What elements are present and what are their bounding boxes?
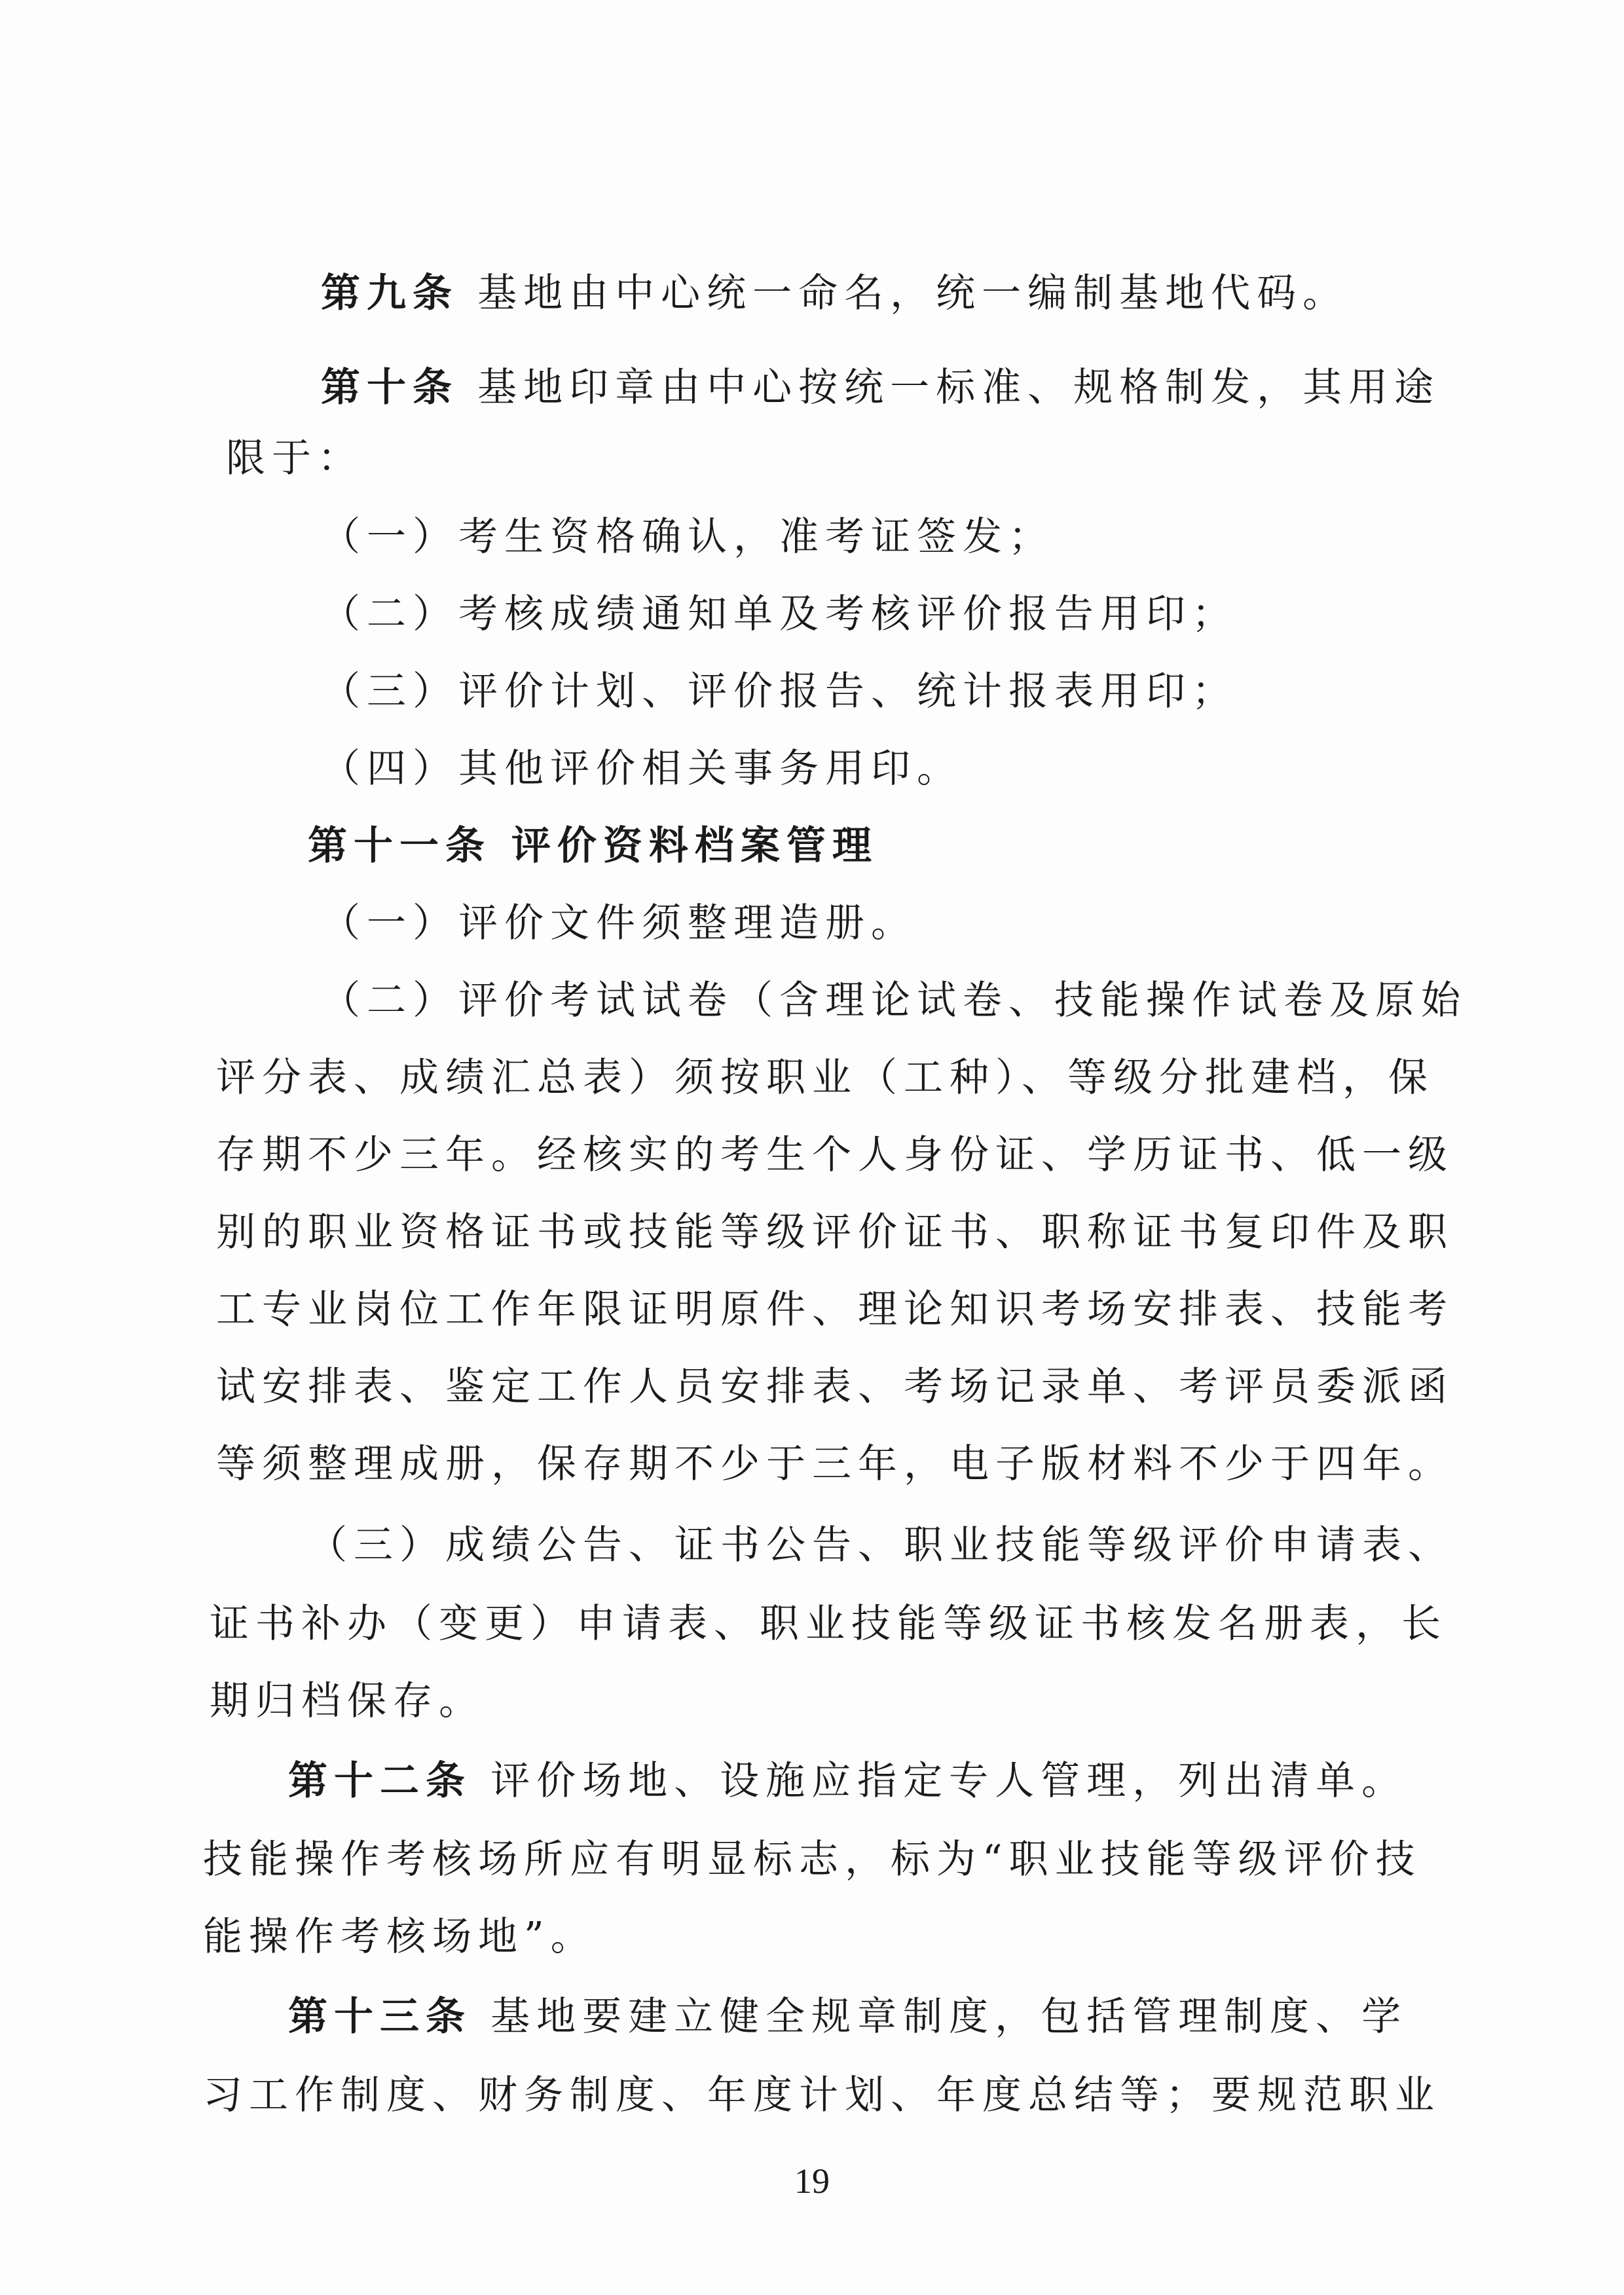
article-9-text: 基地由中心统一命名，统一编制基地代码。 (477, 270, 1349, 316)
article-11-para-2-line-3: 存期不少三年。经核实的考生个人身份证、学历证书、低一级 (216, 1132, 1454, 1178)
article-11-heading: 第十一条 评价资料档案管理 (308, 823, 878, 869)
article-12-line-3: 能操作考核场地”。 (203, 1914, 597, 1960)
article-10-heading: 第十条 (321, 365, 458, 411)
article-12-line-1 (288, 1755, 1407, 1807)
article-10-item-4: （四）其他评价相关事务用印。 (321, 746, 963, 792)
article-12-text-line1: 评价场地、设施应指定专人管理，列出清单。 (490, 1758, 1408, 1804)
article-11-para-2-line-1: （二）评价考试试卷（含理论试卷、技能操作试卷及原始 (321, 978, 1467, 1023)
article-10-item-1: （一）考生资格确认，准考证签发； (321, 514, 1054, 560)
article-12-line-2: 技能操作考核场所应有明显标志，标为“职业技能等级评价技 (203, 1837, 1422, 1882)
article-10-text-line1: 基地印章由中心按统一标准、规格制发，其用途 (477, 365, 1441, 411)
article-11-para-2-line-4: 别的职业资格证书或技能等级评价证书、职称证书复印件及职 (216, 1209, 1454, 1255)
article-10-item-2: （二）考核成绩通知单及考核评价报告用印； (321, 591, 1238, 637)
article-13-heading: 第十三条 (288, 1994, 471, 2040)
article-10-item-3: （三）评价计划、评价报告、统计报表用印； (321, 669, 1238, 714)
article-11-para-2-line-5: 工专业岗位工作年限证明原件、理论知识考场安排表、技能考 (216, 1287, 1454, 1332)
article-11-para-2-line-7: 等须整理成册，保存期不少于三年，电子版材料不少于四年。 (216, 1441, 1454, 1487)
article-11-para-2-line-6: 试安排表、鉴定工作人员安排表、考场记录单、考评员委派函 (216, 1364, 1454, 1410)
article-13-line-2: 习工作制度、财务制度、年度计划、年度总结等；要规范职业 (203, 2072, 1441, 2118)
article-12-heading: 第十二条 (288, 1758, 471, 1804)
article-9-heading: 第九条 (321, 270, 458, 316)
article-11-para-3-line-2: 证书补办（变更）申请表、职业技能等级证书核发名册表，长 (210, 1601, 1447, 1647)
article-13-line-1 (288, 1991, 1407, 2043)
article-10 (321, 361, 1440, 414)
page-number: 19 (794, 2161, 830, 2201)
article-11-para-1: （一）评价文件须整理造册。 (321, 900, 917, 946)
article-11-para-3-line-3: 期归档保存。 (210, 1678, 485, 1724)
article-11-para-3-line-1: （三）成绩公告、证书公告、职业技能等级评价申请表、 (308, 1522, 1454, 1568)
article-9 (321, 267, 1348, 320)
article-11-para-2-line-2: 评分表、成绩汇总表）须按职业（工种）、等级分批建档，保 (216, 1055, 1434, 1101)
article-10-text-line2: 限于： (226, 435, 363, 481)
article-13-text-line1: 基地要建立健全规章制度，包括管理制度、学 (490, 1994, 1408, 2040)
